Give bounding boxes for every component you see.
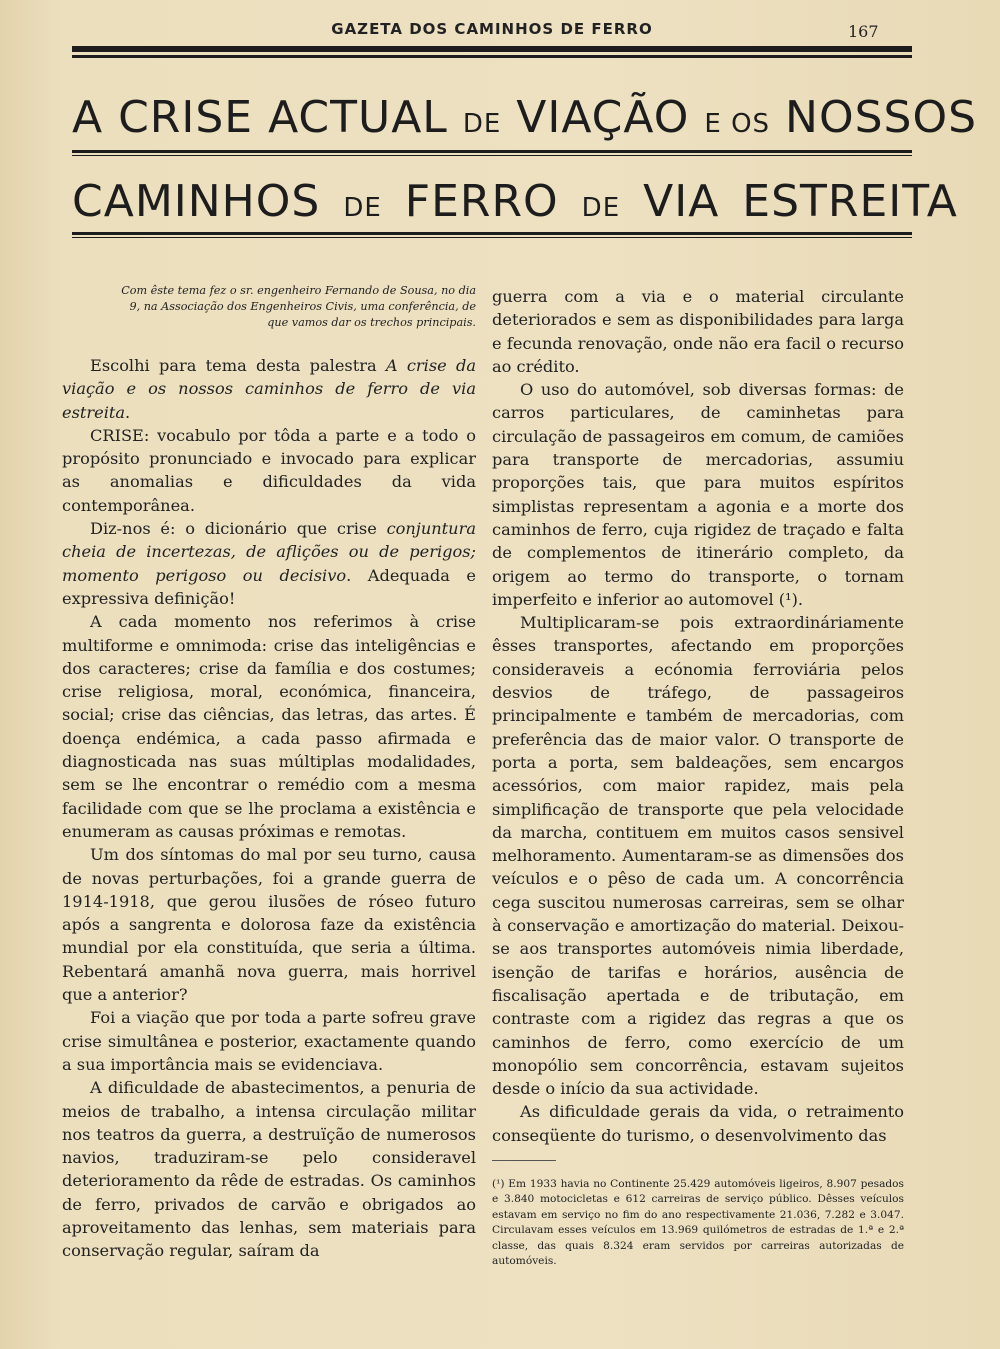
paragraph: Foi a viação que por toda a parte sofreu grave crise simultânea e posterior, exactamente quando a sua importância mais se evidenciava. (62, 1008, 476, 1074)
title-rule-1b (72, 155, 912, 156)
paragraph: A cada momento nos referimos à crise multiforme e omnimoda: crise das inteligências e dos caracteres; crise da família e dos costumes; crise religiosa, moral, económica, financeira, social; crise das ciências, das letras, das artes. É doença endémica, a cada passo afirmada e diagnosticada nas suas múltiplas modalidades, sem se lhe encontrar o remédio com a mesma facilidade com que se lhe proclama a existência e enumeram as causas próximas e remotas. (62, 612, 476, 841)
paragraph: Um dos síntomas do mal por seu turno, causa de novas perturbações, foi a grande guerra de 1914-1918, que gerou ilusões de róseo futuro após a sangrenta e dolorosa faze da existência mundial por ela constituída, que seria a última. Rebentará amanhã nova guerra, mais horrivel que a anterior? (62, 845, 476, 1005)
paragraph: Escolhi para tema desta palestra A crise da viação e os nossos caminhos de ferro de via estreita. (62, 356, 476, 422)
paragraph: O uso do automóvel, sob diversas formas: de carros particulares, de caminhetas para circulação de passageiros em comum, de camiões para transporte de mercadorias, assumiu proporções tais, que para muitos espíritos simplistas representam a agonia e a morte dos caminhos de ferro, cuja rigidez de traçado e falta de complementos de itinerário completo, da origem ao termo do transporte, o tornam imperfeito e inferior ao automovel (¹). (492, 380, 904, 609)
paragraph: Diz-nos é: o dicionário que crise conjuntura cheia de incertezas, de aflições ou de perigos; momento perigoso ou decisivo. Adequada e expressiva definição! (62, 519, 476, 608)
paragraph: Multiplicaram-se pois extraordináriamente êsses transportes, afectando em proporções consideraveis a ecónomia ferroviária pelos desvios de tráfego, de passageiros principalmente e também de mercadorias, com preferência das de maior valor. O transporte de porta a porta, sem baldeações, sem encargos acessórios, com maior rapidez, mais pela simplificação de transporte que pela velocidade da marcha, contituem em muitos casos sensivel melhoramento. Aumentaram-se as dimensões dos veículos e o pêso de cada um. A concorrência cega suscitou numerosas carreiras, sem se olhar à conservação e amortização do material. Deixou-se aos transportes automóveis nimia liberdade, isenção de tarifas e horários, ausência de fiscalisação apertada e de tributação, em contraste com a rigidez das regras a que os caminhos de ferro, como exercício de um monopólio sem concorrência, estavam sujeitos desde o início da sua actividade. (492, 613, 904, 1099)
article-title-line-1: A CRISE ACTUAL DE VIAÇÃO E OS NOSSOS (72, 92, 978, 143)
left-column (62, 354, 476, 1263)
article-intro: Com êste tema fez o sr. engenheiro Fernando de Sousa, no dia 9, na Associação dos Engenheiros Civis, uma conferência, de que vamos dar os trechos principais. (121, 284, 476, 329)
article-title-line-2: CAMINHOS DE FERRO DE VIA ESTREITA (72, 176, 958, 227)
paragraph: As dificuldade gerais da vida, o retraimento conseqüente do turismo, o desenvolvimento das (492, 1102, 904, 1145)
right-column (492, 285, 904, 1147)
footnote-rule (492, 1160, 556, 1161)
title-rule-2 (72, 232, 912, 235)
paragraph: guerra com a via e o material circulante deteriorados e sem as disponibilidades para larga e fecunda renovação, onde não era facil o recurso ao crédito. (492, 287, 904, 376)
page-number: 167 (848, 22, 879, 41)
paragraph: CRISE: vocabulo por tôda a parte e a todo o propósito pronunciado e invocado para explicar as anomalias e dificuldades da vida contemporânea. (62, 425, 476, 515)
header-rule-thick (72, 46, 912, 52)
paragraph: A dificuldade de abastecimentos, a penuria de meios de trabalho, a intensa circulação militar nos teatros da guerra, a destruïção de numerosos navios, traduziram-se pelo consideravel deterioramento da rêde de estradas. Os caminhos de ferro, privados de carvão e obrigados ao aproveitamento das lenhas, sem materiais para conservação regular, saíram da (62, 1078, 476, 1261)
title-rule-2b (72, 237, 912, 238)
journal-title: GAZETA DOS CAMINHOS DE FERRO (331, 20, 653, 38)
footnote: (¹) Em 1933 havia no Continente 25.429 automóveis ligeiros, 8.907 pesados e 3.840 motocicletas e 612 carreiras de serviço público. Dêsses veículos estavam em serviço no fim do ano respectivamente 21.036, 7.282 e 3.047. Circulavam esses veículos em 13.969 quilómetros de estradas de 1.ª e 2.ª classe, das quais 8.324 eram servidos por carreiras autorizadas de automóveis. (492, 1178, 904, 1268)
title-rule-1 (72, 150, 912, 153)
header-rule-thin (72, 55, 912, 58)
